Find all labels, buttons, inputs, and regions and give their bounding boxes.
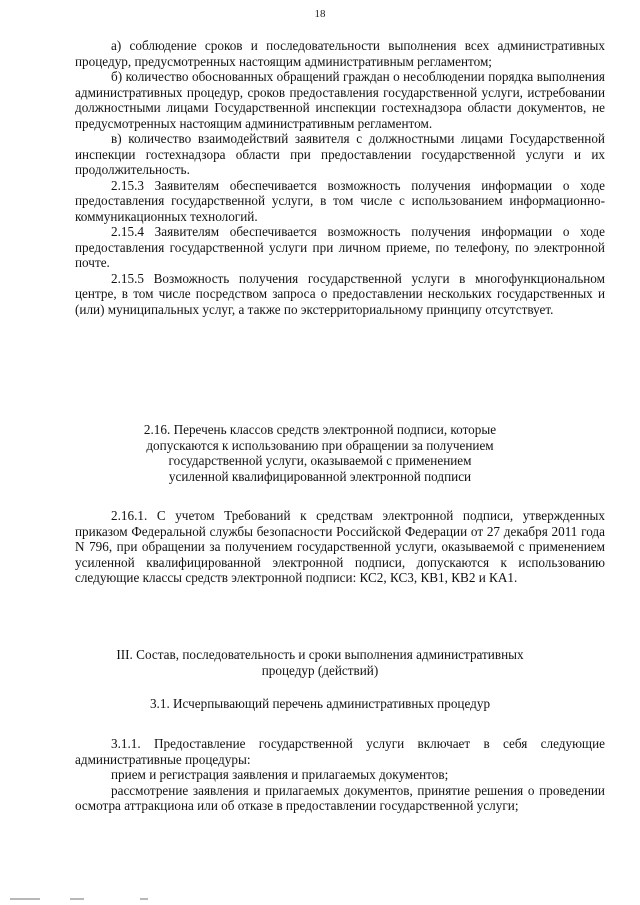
heading-2-16-line: усиленной квалифицированной электронной подписи (168, 468, 472, 484)
heading-3-1-line: 3.1. Исчерпывающий перечень административных процедур (149, 696, 491, 711)
list-item: прием и регистрация заявления и прилагаемых документов; (111, 767, 449, 782)
section-2-16-1-text (75, 508, 605, 586)
heading-2-16-line: 2.16. Перечень классов средств электронной подписи, которые (143, 422, 497, 437)
heading-section-III (0, 647, 640, 678)
paragraph-3-1-1: 3.1.1. Предоставление государственной услуги включает в себя следующие административные процедуры: (75, 736, 605, 767)
paragraph-2-15-5: 2.15.5 Возможность получения государственной услуги в многофункциональном центре, в том числе посредством запроса о предоставлении нескольких государственных и (или) муниципальных услуг, а также по экстерриториальному принципу отсутствует. (75, 270, 605, 317)
section-3-1-1-text (75, 736, 605, 814)
section-2-15-text (75, 38, 605, 317)
page-number: 18 (314, 8, 326, 20)
heading-3-1 (0, 696, 640, 712)
paragraph-a: а) соблюдение сроков и последовательности выполнения всех административных процедур, предусмотренных настоящим административным регламентом; (75, 38, 605, 69)
list-item: рассмотрение заявления и прилагаемых документов, принятие решения о проведении осмотра аттракциона или об отказе в предоставлении государственной услуги; (75, 782, 605, 813)
paragraph-2-15-4: 2.15.4 Заявителям обеспечивается возможность получения информации о ходе предоставления государственной услуги при личном приеме, по телефону, по электронной почте. (75, 224, 605, 270)
paragraph-b: б) количество обоснованных обращений граждан о несоблюдении порядка выполнения административных процедур, сроков предоставления государственной услуги, истребовании должностными лицами Государственной инспекции гостехнадзора области документов, не предусмотренных настоящим административным регламентом. (75, 69, 605, 131)
heading-2-16-line: допускаются к использованию при обращении за получением (146, 437, 494, 453)
heading-III-line: III. Состав, последовательность и сроки выполнения административных (116, 647, 524, 662)
paragraph-v: в) количество взаимодействий заявителя с должностными лицами Государственной инспекции гостехнадзора области при предоставлении государственной услуги и их продолжительность. (75, 131, 605, 177)
scan-artifact (70, 898, 84, 900)
heading-III-line: процедур (действий) (261, 662, 379, 678)
scan-artifact (10, 898, 40, 900)
paragraph-2-16-1: 2.16.1. С учетом Требований к средствам электронной подписи, утвержденных приказом Федеральной службы безопасности Российской Федерации от 27 декабря 2011 года N 796, при обращении за получением государственной услуги, оказываемой с применением усиленной квалифицированной электронной подписи, допускаются к использованию следующие классы средств электронной подписи: КС2, КС3, КВ1, КВ2 и КА1. (75, 508, 605, 585)
heading-2-16 (0, 422, 640, 484)
paragraph-2-15-3: 2.15.3 Заявителям обеспечивается возможность получения информации о ходе предоставления государственной услуги, в том числе с использованием информационно-коммуникационных технологий. (75, 177, 605, 224)
heading-2-16-line: государственной услуги, оказываемой с применением (168, 453, 472, 468)
scan-artifact (140, 898, 148, 900)
